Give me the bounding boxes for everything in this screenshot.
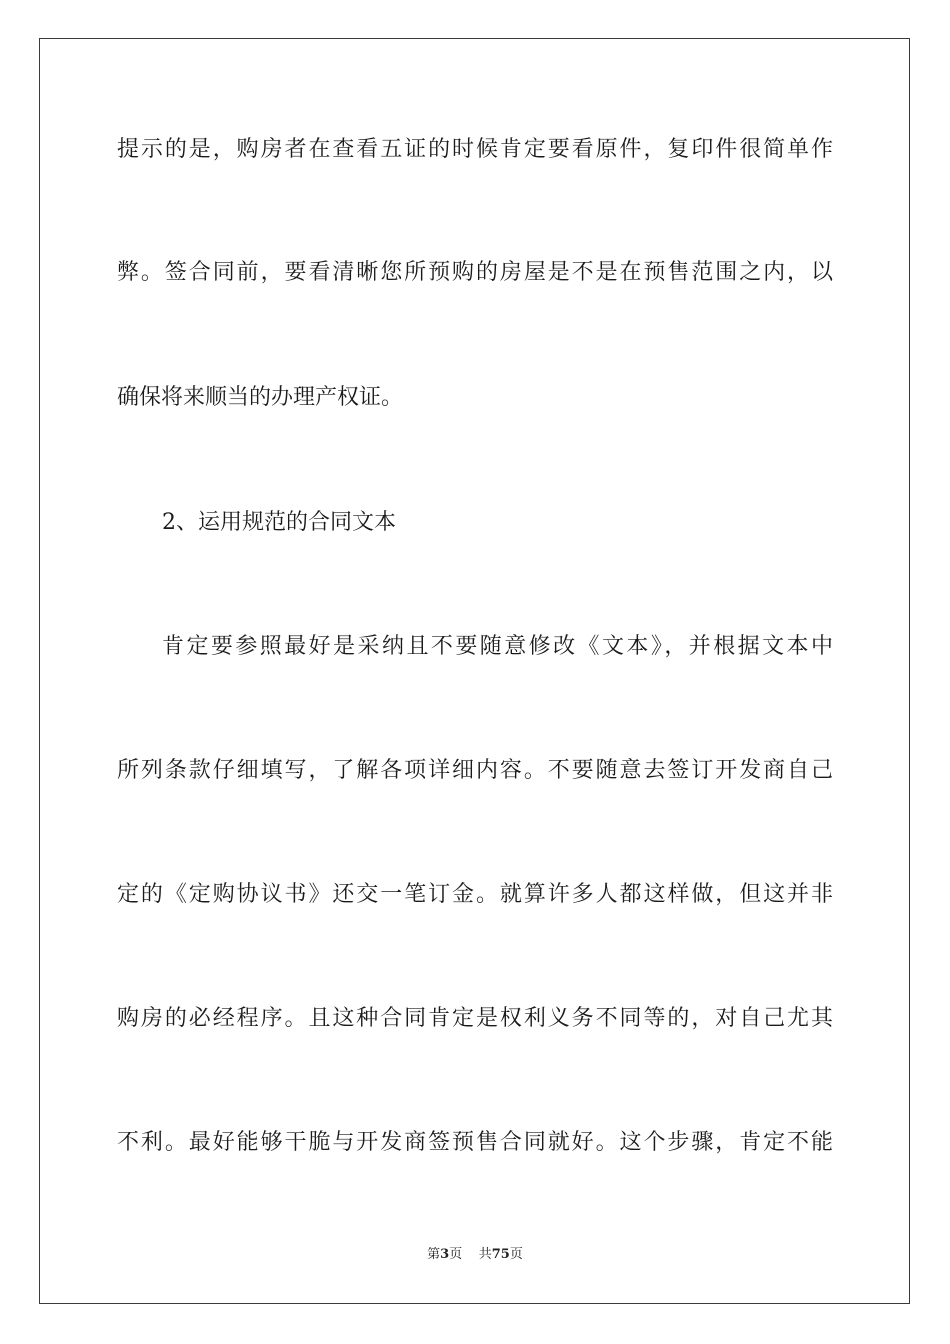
total-prefix: 共 — [478, 1247, 492, 1262]
body-text-line: 弊。签合同前，要看清晰您所预购的房屋是不是在预售范围之内，以 — [117, 260, 833, 285]
body-text-line: 不利。最好能够干脆与开发商签预售合同就好。这个步骤，肯定不能 — [117, 1130, 833, 1155]
body-text-line: 购房的必经程序。且这种合同肯定是权利义务不同等的，对自己尤其 — [117, 1006, 833, 1031]
total-suffix: 页 — [509, 1247, 523, 1262]
page-number: 3 — [440, 1247, 450, 1262]
page-border — [39, 38, 910, 1304]
body-text-line: 肯定要参照最好是采纳且不要随意修改《文本》，并根据文本中 — [162, 634, 833, 659]
total-pages: 75 — [491, 1247, 510, 1262]
section-heading: 2、运用规范的合同文本 — [162, 510, 396, 535]
page-suffix: 页 — [449, 1247, 463, 1262]
body-text-line: 提示的是，购房者在查看五证的时候肯定要看原件，复印件很简单作 — [117, 137, 833, 162]
body-text-line: 确保将来顺当的办理产权证。 — [117, 385, 404, 410]
page-prefix: 第 — [427, 1247, 441, 1262]
body-text-line: 所列条款仔细填写，了解各项详细内容。不要随意去签订开发商自己 — [117, 758, 833, 783]
body-text-line: 定的《定购协议书》还交一笔订金。就算许多人都这样做，但这并非 — [117, 882, 833, 907]
page-footer — [0, 1246, 950, 1264]
